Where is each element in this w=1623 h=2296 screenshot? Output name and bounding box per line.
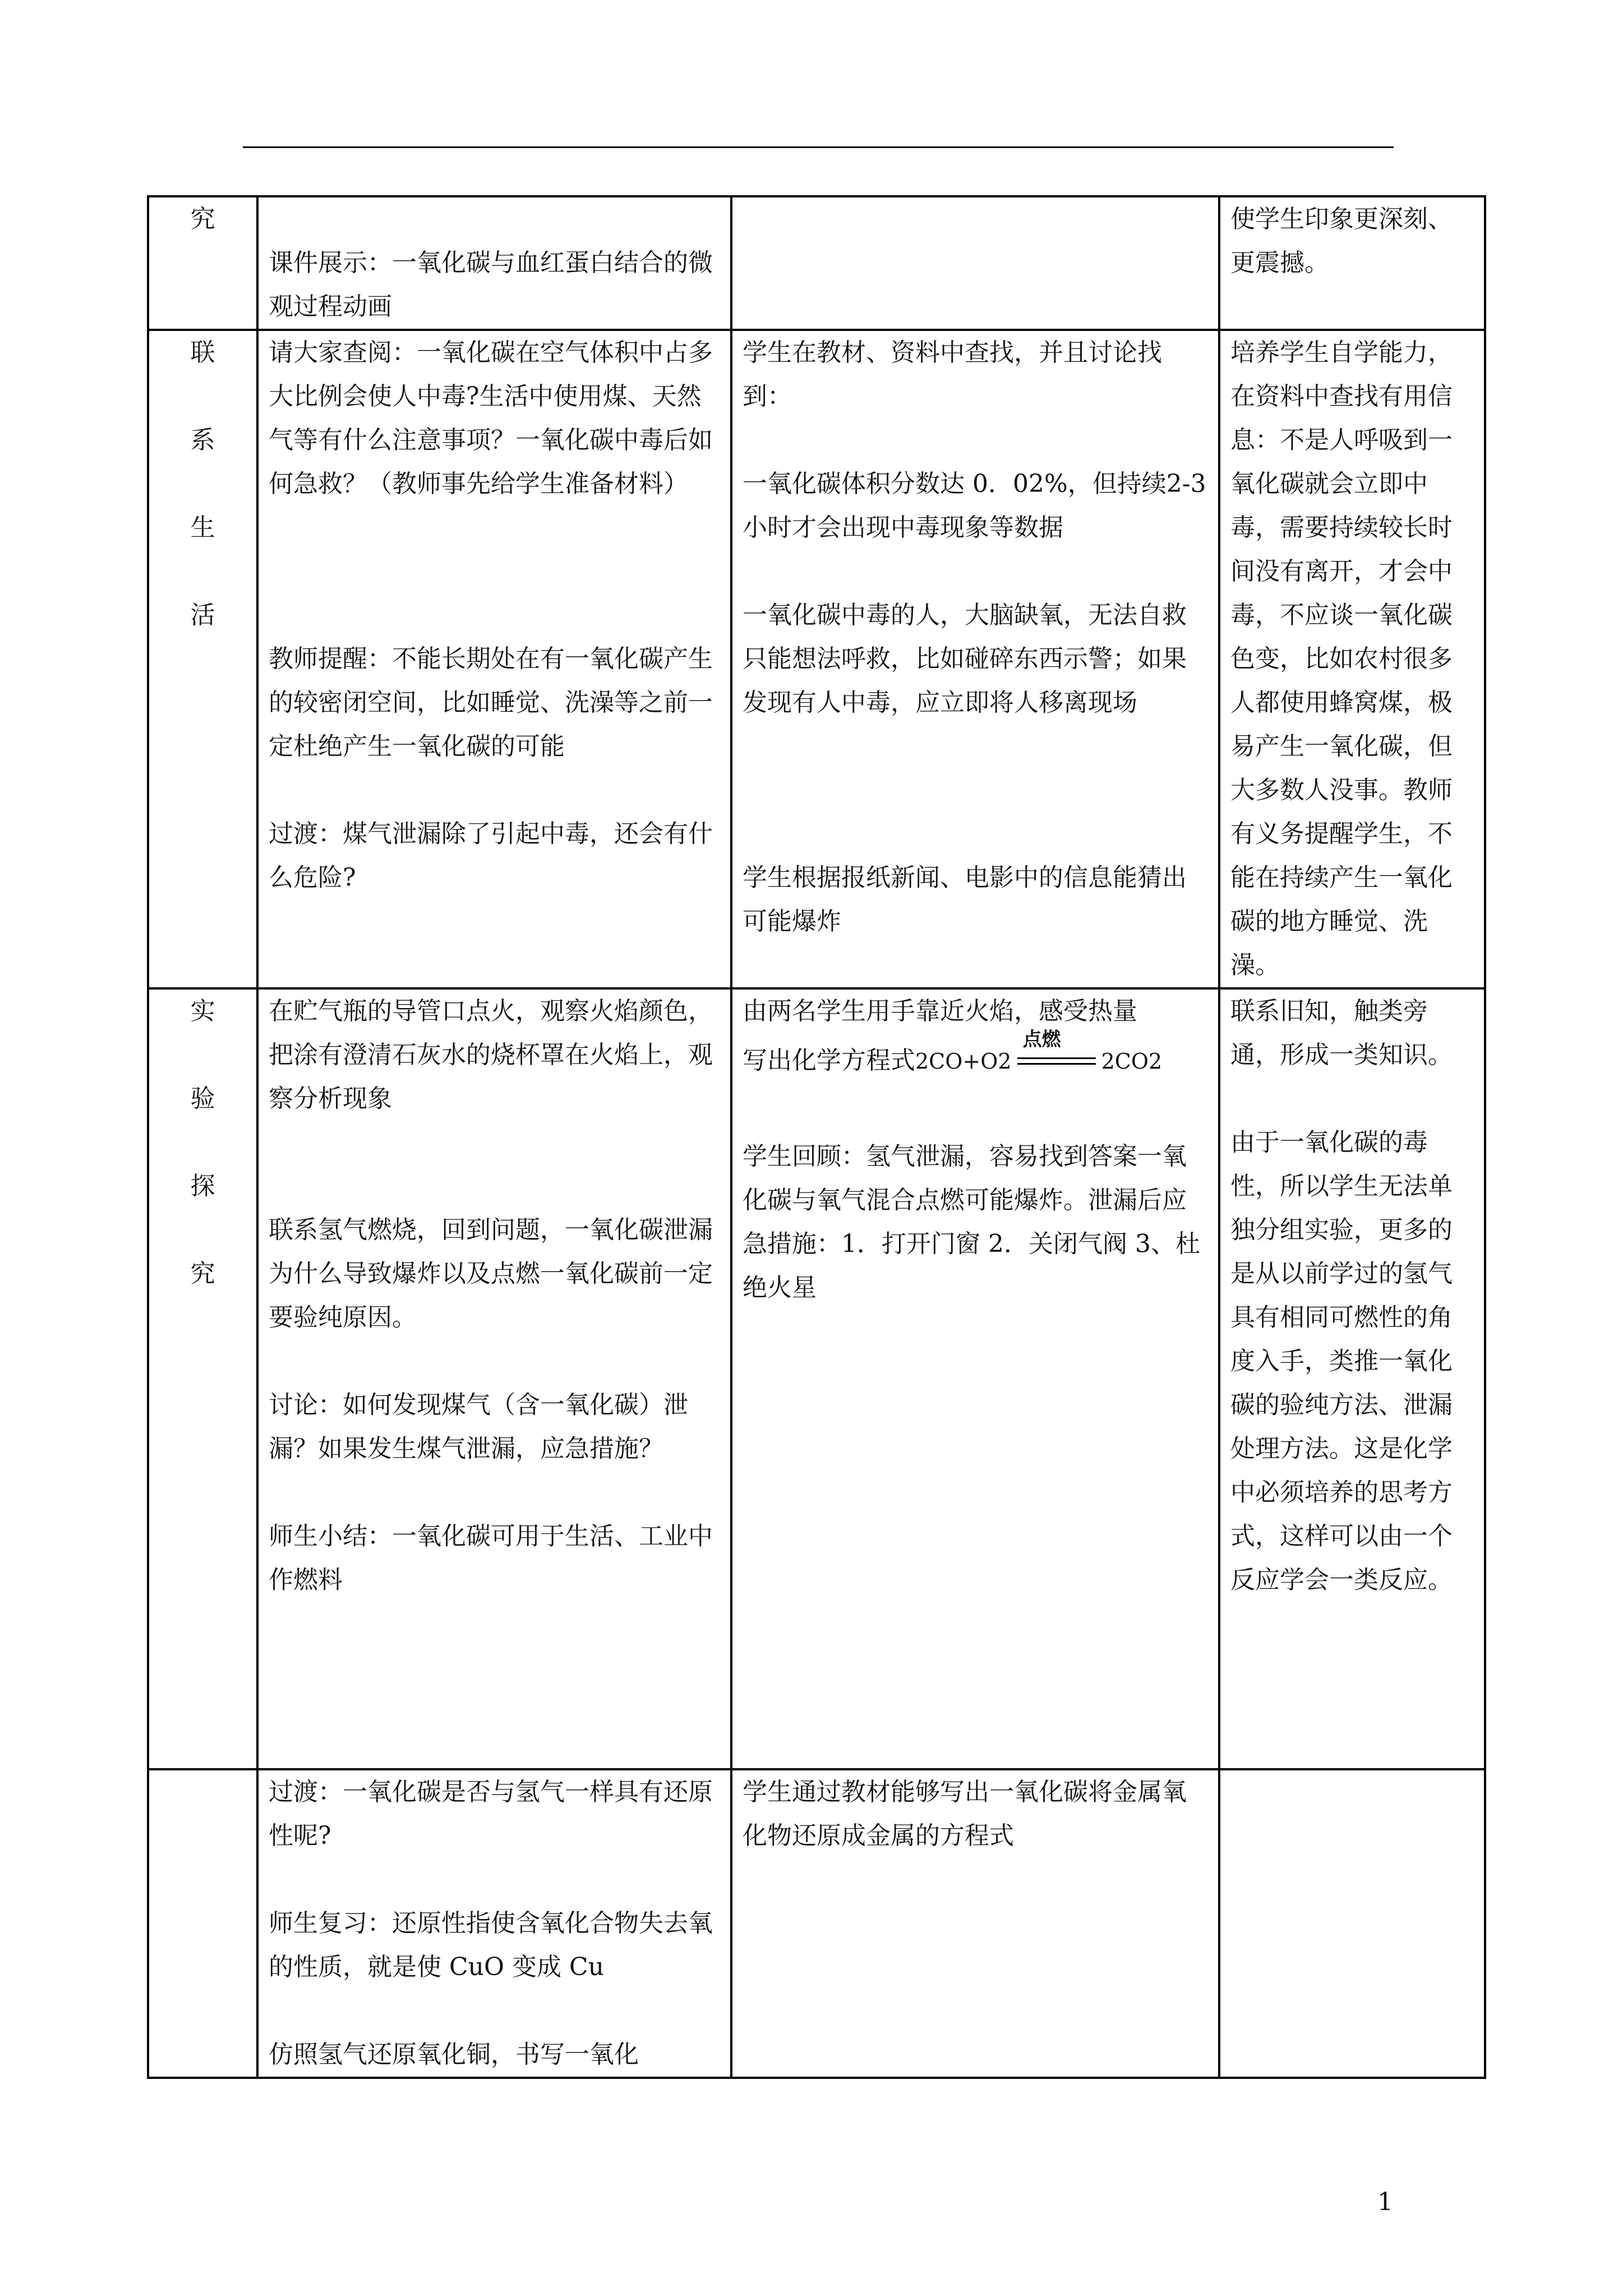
table-row (148, 330, 1485, 988)
header-rule (243, 146, 1394, 148)
teacher-activity-cell (257, 330, 731, 988)
student-activity-cell (731, 1769, 1219, 2078)
teacher-text: 过渡：一氧化碳是否与氢气一样具有还原性呢? (269, 1778, 713, 1850)
stage-char: 活 (190, 601, 215, 629)
student-activity-cell (731, 330, 1219, 988)
design-intent-cell (1219, 196, 1485, 330)
intent-text: 使学生印象更深刻、更震撼。 (1230, 205, 1453, 277)
stage-cell (148, 988, 257, 1769)
student-text: 学生根据报纸新闻、电影中的信息能猜出可能爆炸 (743, 863, 1187, 936)
teacher-text: 过渡：煤气泄漏除了引起中毒，还会有什么危险? (269, 820, 713, 892)
table-row (148, 1769, 1485, 2078)
intent-text: 培养学生自学能力，在资料中查找有用信息：不是人呼吸到一氧化碳就会立即中毒，需要持续较长时间没有离开，才会中毒，不应谈一氧化碳色变，比如农村很多人都使用蜂窝煤，极易产生一氧化碳，但大多数人没事。教师有义务提醒学生，不能在持续产生一氧化碳的地方睡觉、洗澡。 (1230, 338, 1453, 979)
teacher-text: 请大家查阅：一氧化碳在空气体积中占多大比例会使人中毒?生活中使用煤、天然气等有什么注意事项？一氧化碳中毒后如何急救？（教师事先给学生准备材料） (269, 338, 713, 498)
equation-prefix: 写出化学方程式 (743, 1046, 915, 1075)
stage-cell (148, 196, 257, 330)
reaction-condition: 点燃 (1022, 1028, 1061, 1051)
design-intent-cell (1219, 988, 1485, 1769)
stage-cell (148, 1769, 257, 2078)
teacher-text: 联系氢气燃烧，回到问题，一氧化碳泄漏为什么导致爆炸以及点燃一氧化碳前一定要验纯原因。 (269, 1216, 713, 1332)
teacher-text: 课件展示：一氧化碳与血红蛋白结合的微观过程动画 (269, 249, 713, 321)
stage-char: 联 (190, 338, 215, 367)
design-intent-cell (1219, 1769, 1485, 2078)
teacher-activity-cell (257, 1769, 731, 2078)
table-row (148, 988, 1485, 1769)
equation-reactants: 2CO+O2 (915, 1049, 1012, 1074)
student-text: 一氧化碳体积分数达 0．02%，但持续2-3 小时才会出现中毒现象等数据 (743, 470, 1206, 542)
teacher-activity-cell (257, 196, 731, 330)
chemical-equation (743, 1028, 1208, 1084)
student-text: 学生回顾：氢气泄漏，容易找到答案一氧化碳与氧气混合点燃可能爆炸。泄漏后应急措施：1．打开门窗 2．关闭气阀 3、杜绝火星 (743, 1142, 1200, 1302)
teacher-activity-cell (257, 988, 731, 1769)
lesson-plan-table (147, 195, 1486, 2079)
equation-products: 2CO2 (1101, 1049, 1163, 1074)
teacher-text: 讨论：如何发现煤气（含一氧化碳）泄漏？如果发生煤气泄漏，应急措施？ (269, 1391, 688, 1463)
teacher-text: 仿照氢气还原氧化铜，书写一氧化 (269, 2040, 639, 2069)
teacher-text: 师生小结：一氧化碳可用于生活、工业中作燃料 (269, 1522, 713, 1594)
student-activity-cell (731, 988, 1219, 1769)
stage-char: 实 (190, 997, 215, 1025)
intent-text: 由于一氧化碳的毒性，所以学生无法单独分组实验，更多的是从以前学过的氢气具有相同可燃性的角度入手，类推一氧化碳的验纯方法、泄漏处理方法。这是化学中必须培养的思考方式，这样可以由一个反应学会一类反应。 (1230, 1128, 1453, 1594)
stage-char: 究 (190, 205, 215, 233)
stage-char: 验 (190, 1084, 215, 1113)
table-row (148, 196, 1485, 330)
student-text: 一氧化碳中毒的人，大脑缺氧，无法自救只能想法呼救，比如碰碎东西示警；如果发现有人中毒，应立即将人移离现场 (743, 601, 1187, 717)
stage-char: 系 (190, 426, 215, 454)
student-text: 由两名学生用手靠近火焰，感受热量 (743, 997, 1137, 1025)
stage-char: 生 (190, 513, 215, 542)
stage-char: 究 (190, 1259, 215, 1288)
page-number: 1 (1377, 2188, 1393, 2216)
teacher-text: 师生复习：还原性指使含氧化合物失去氧的性质，就是使 CuO 变成 Cu (269, 1909, 713, 1981)
teacher-text: 教师提醒：不能长期处在有一氧化碳产生的较密闭空间，比如睡觉、洗澡等之前一定杜绝产生一氧化碳的可能 (269, 645, 713, 761)
reaction-condition-arrow (1017, 1028, 1096, 1084)
design-intent-cell (1219, 330, 1485, 988)
teacher-text: 在贮气瓶的导管口点火，观察火焰颜色，把涂有澄清石灰水的烧杯罩在火焰上，观察分析现象 (269, 997, 713, 1113)
student-text: 学生通过教材能够写出一氧化碳将金属氧化物还原成金属的方程式 (743, 1778, 1187, 1850)
stage-char: 探 (190, 1172, 215, 1200)
student-activity-cell (731, 196, 1219, 330)
stage-cell (148, 330, 257, 988)
equals-bar-bottom (1017, 1063, 1096, 1065)
student-text: 学生在教材、资料中查找，并且讨论找到： (743, 338, 1162, 411)
equals-bar-top (1017, 1057, 1096, 1059)
intent-text: 联系旧知，触类旁通，形成一类知识。 (1230, 997, 1453, 1069)
